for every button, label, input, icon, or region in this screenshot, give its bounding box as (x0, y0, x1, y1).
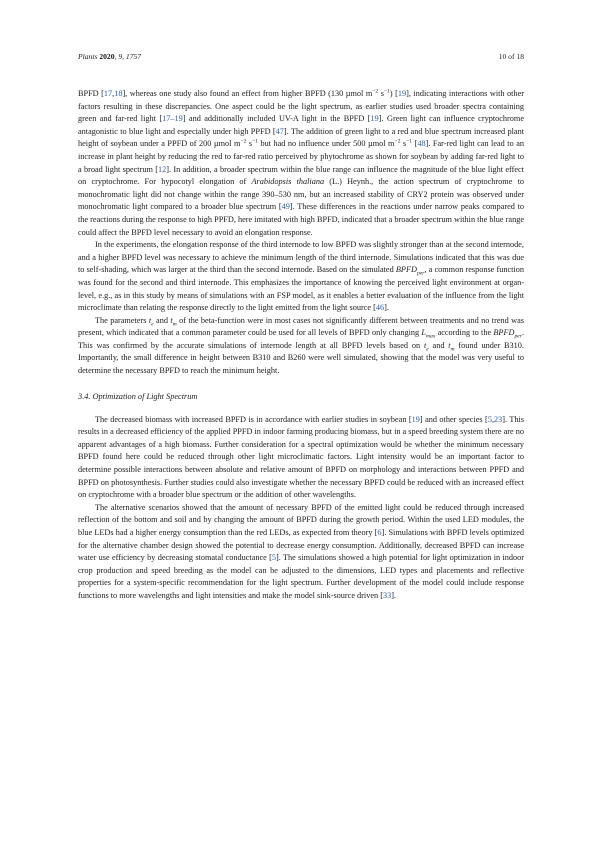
paragraph: The parameters $t_e$ and $t_m$ of the beta-function were in most cases not significantly different between treatments and no trend was present, which indicated that a common parameter could be used for all levels of BPFD only changing $L_{max}$ according to the $BPFD_{per}$. This was confirmed by the accurate simulations of internode length at all BPFD levels based on $t_e$ and $t_m$ found under B310. Importantly, the small difference in height between B310 and B260 were well simulated, showing that the model was very useful to determine the necessary BPFD to reach the minimum height. (78, 315, 524, 376)
article-body (78, 88, 524, 603)
paragraph: BPFD [17,18], whereas one study also found an effect from higher BPFD (130 µmol $m^{-2}$ $s^{-1}$) [19], indicating interactions with other factors resulting in these discrepancies. One aspect could be the light spectrum, as earlier studies used broader spectra containing green and far-red light [17–19] and additionally included UV-A light in the BPFD [19]. Green light can influence cryptochrome antagonistic to blue light and especially under high PPFD [47]. The addition of green light to a red and blue spectrum increased plant height of soybean under a PPFD of 200 µmol $m^{-2}$ $s^{-1}$ but had no influence under 500 µmol $m^{-2}$ $s^{-1}$ [48]. Far-red light can lead to an increase in plant height by reducing the red to far-red ratio perceived by phytochrome as shown for soybean by adding far-red light to a broad light spectrum [12]. In addition, a broader spectrum within the blue range can influence the magnitude of the blue light effect on cryptochrome. For hypocotyl elongation of Arabidopsis thaliana (L.) Heynh., the action spectrum of cryptochrome to monochromatic light did not change within the range 390–530 nm, but an increased stability of CRY2 protein was observed under monochromatic light compared to a broader blue spectrum [49]. These differences in the reactions under narrow peaks compared to the reactions during the response to high PPFD, here imitated with high BPFD, indicated that a broader spectrum within the blue range could affect the BPFD level necessary to avoid an elongation response. (78, 88, 525, 237)
running-header (78, 52, 524, 66)
paragraph: The alternative scenarios showed that the amount of necessary BPFD of the emitted light could be reduced through increased reflection of the bottom and soil and by changing the amount of BPFD during the growth period. Within the used LED modules, the blue LEDs had a higher energy consumption than the red LEDs, as expected from theory [6]. Simulations with BPFD levels optimized for the alternative chamber design showed the potential to decrease energy consumption. Additionally, decreased BPFD can increase water use efficiency by decreasing stomatal conductance [5]. The simulations showed a high potential for light optimization in indoor crop production and speed breeding as the model can be adjusted to the dimensions, LED types and placements and reflective properties for a system-specific recommendation for the light spectrum. Further development of the model could include response functions to more wavelengths and light intensities and make the model sink-source driven [33]. (78, 502, 524, 600)
section-heading: 3.4. Optimization of Light Spectrum (78, 391, 198, 401)
journal-citation: Plants 2020, 9, 1757 (78, 52, 142, 61)
paragraph: In the experiments, the elongation response of the third internode to low BPFD was slightly stronger than at the second internode, and a higher BPFD level was necessary to achieve the minimum length of the third internode. Simulations indicated that this was due to self-shading, which was larger at the third than the second internode. Based on the simulated $BPFD_{per}$, a common response function was found for the second and third internode. This emphasizes the importance of knowing the perceived light environment at organ-level, e.g., as in this study by means of simulations with an FSP model, as it enables a better evaluation of the influence from the light microclimate than relating the response directly to the light emitted from the light source [46]. (78, 240, 524, 313)
page-number: 10 of 18 (498, 52, 524, 61)
paragraph: The decreased biomass with increased BPFD is in accordance with earlier studies in soybean [19] and other species [5,23]. This results in a decreased efficiency of the applied PPFD in indoor farming producing biomass, but in a speed breeding system there are no apparent advantages of a high biomass. Further consideration for a spectral optimization would be whether the minimum necessary BPFD found here could be reduced through other light microclimatic factors. Light intensity would be an important factor to determine possible interactions between absolute and relative amount of BPFD on morphology and interactions between PPFD and BPFD on photosynthesis. Further studies could also investigate whether the necessary BPFD could be reduced with an increased effect on cryptochrome with a broader blue spectrum or the addition of other wavelengths. (78, 414, 525, 500)
